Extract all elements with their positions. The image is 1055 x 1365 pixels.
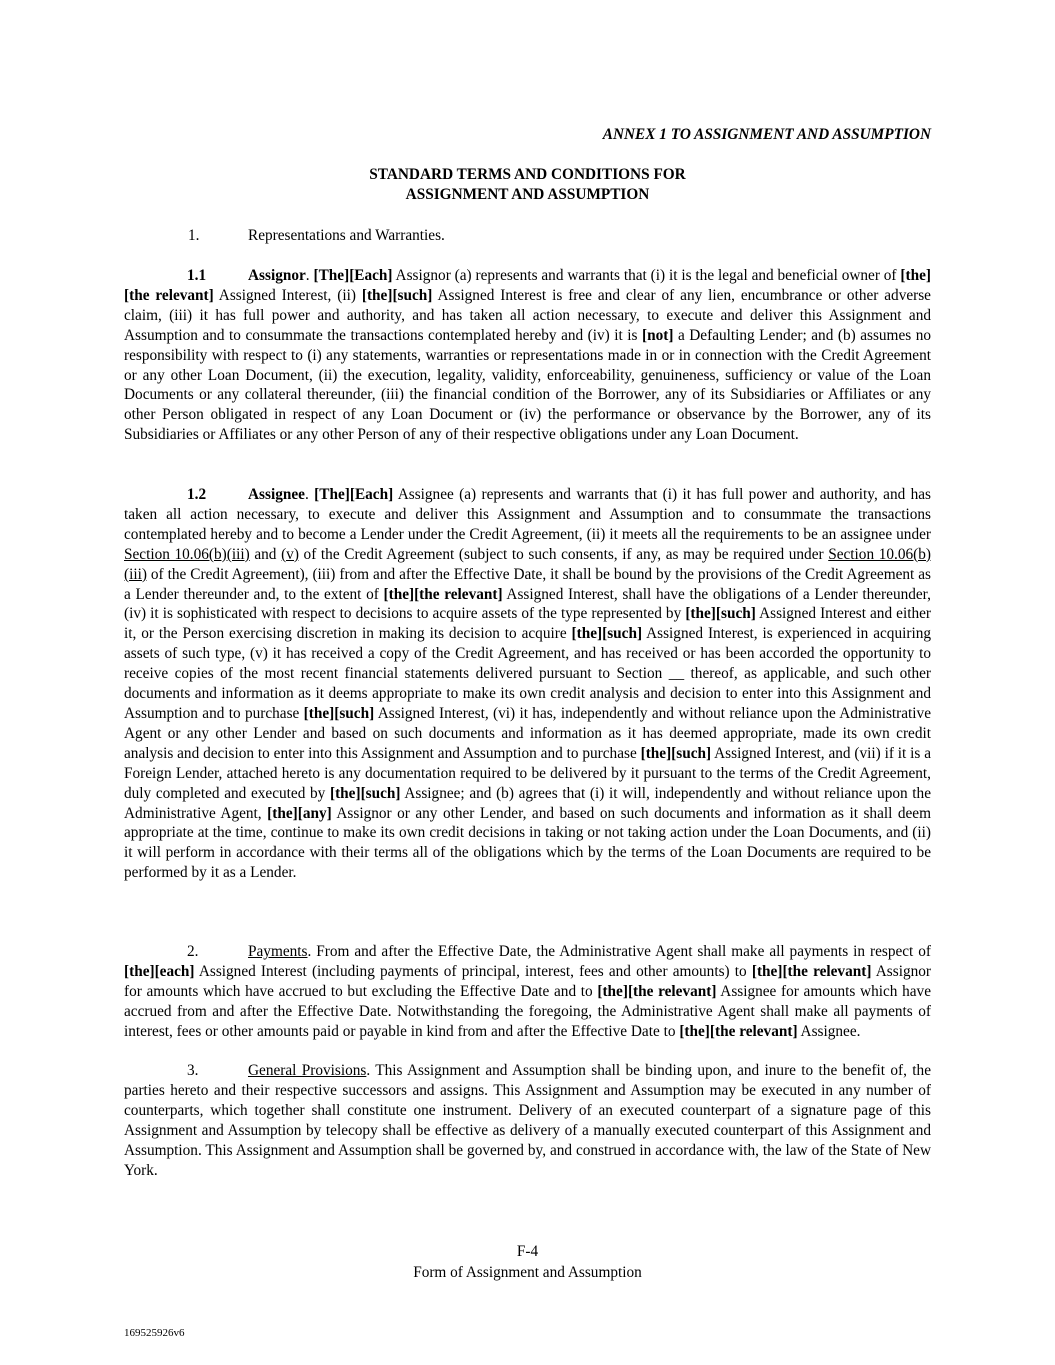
bracket-option: [the][each] bbox=[124, 962, 195, 980]
section-1-1-assignor bbox=[124, 266, 931, 445]
bracket-option: [not] bbox=[642, 326, 674, 344]
text-run: Assignee. bbox=[797, 1022, 861, 1040]
bracket-option: [The][Each] bbox=[314, 486, 394, 503]
section-1-2-assignee bbox=[124, 485, 931, 883]
text-run: Assigned Interest, and (vii) if it is a Foreign Lender, attached hereto is any documentation required to be delivered by it pursuant to the terms of the Credit Agreement, duly completed and executed by bbox=[124, 744, 932, 802]
text-run: of the Credit Agreement (subject to such consents, if any, as may be required under bbox=[298, 545, 829, 563]
text-run: Assigned Interest, (ii) bbox=[213, 286, 362, 304]
section-1-title: Representations and Warranties. bbox=[248, 227, 445, 244]
title-line-1: STANDARD TERMS AND CONDITIONS FOR bbox=[369, 166, 686, 183]
section-2-heading: Payments bbox=[248, 943, 308, 960]
bracket-option: [the][such] bbox=[571, 625, 643, 643]
page-number: F-4 bbox=[516, 1243, 539, 1260]
bracket-option: [the][such] bbox=[303, 704, 375, 722]
document-title bbox=[124, 165, 931, 205]
page-footer bbox=[124, 1241, 931, 1283]
section-3-general-provisions bbox=[124, 1061, 931, 1180]
bracket-option: [The][Each] bbox=[313, 267, 393, 284]
section-2-number: 2. bbox=[187, 943, 199, 960]
section-3-number: 3. bbox=[187, 1062, 199, 1079]
bracket-option: [the][the relevant] bbox=[597, 982, 717, 1000]
section-1-1-heading: Assignor bbox=[248, 267, 306, 284]
footer-form-title: Form of Assignment and Assumption bbox=[413, 1264, 642, 1281]
section-1-2-number: 1.2 bbox=[187, 486, 207, 503]
section-1-heading bbox=[188, 226, 445, 246]
text-run: of the Credit Agreement), (iii) from and after the Effective Date, it shall be bound by the provisions of the Credit Agreement as a Lender thereunder and, to the extent of bbox=[124, 565, 931, 603]
text-run: Assignee for amounts which have accrued from and after the Effective Date. Notwithstanding the foregoing, the Administrative Agent shall make all payments of interest, fees or other amounts paid or payable in kind from and after the Effective Date to bbox=[124, 982, 931, 1040]
text-run: a Defaulting Lender; and (b) assumes no responsibility with respect to (i) any statements, warranties or representations made in or in connection with the Credit Agreement or any other Loan Document, (ii) the execution, legality, validity, enforceability, genuineness, sufficiency or value of the Loan Documents or any collateral thereunder, (iii) the financial condition of the Borrower, any of its Subsidiaries or Affiliates or any other Person obligated in respect of any Loan Document or (iv) the performance or observance by the Borrower, any of its Subsidiaries or Affiliates or any other Person of any of their respective obligations under any Loan Document. bbox=[124, 326, 931, 444]
text-run: . bbox=[305, 267, 314, 284]
text-run: Assigned Interest, shall have the obligations of a Lender thereunder, (iv) it is sophisticated with respect to decisions to acquire assets of the type represented by bbox=[124, 585, 931, 623]
text-run: and bbox=[249, 545, 282, 563]
text-run: Assigned Interest and either it, or the Person exercising discretion in making its decision to acquire bbox=[124, 605, 932, 643]
text-run: Assignor (a) represents and warrants that (i) it is the legal and beneficial owner of bbox=[392, 267, 901, 284]
bracket-option: [the][such] bbox=[640, 744, 712, 762]
bracket-option: [the][the relevant] bbox=[124, 267, 931, 304]
text-run: . This Assignment and Assumption shall be binding upon, and inure to the benefit of, the parties hereto and their respective successors and assigns. This Assignment and Assumption may be executed in any number of counterparts, which together shall constitute one instrument. Delivery of an executed counterpart of a signature page of this Assignment and Assumption by telecopy shall be effective as delivery of a manually executed counterpart of this Assignment and Assumption. This Assignment and Assumption shall be governed by, and construed in accordance with, the law of the State of New York. bbox=[124, 1062, 931, 1179]
text-run: . bbox=[304, 486, 315, 503]
bracket-option: [the][such] bbox=[685, 605, 756, 623]
section-3-heading: General Provisions bbox=[248, 1062, 367, 1079]
section-1-number: 1. bbox=[188, 227, 200, 244]
title-line-2: ASSIGNMENT AND ASSUMPTION bbox=[405, 186, 650, 203]
text-run: Assignee; and (b) agrees that (i) it will, independently and without reliance upon the Administrative Agent, bbox=[124, 784, 931, 822]
annex-header: ANNEX 1 TO ASSIGNMENT AND ASSUMPTION bbox=[602, 126, 931, 143]
text-run: Assignor or any other Lender, and based on such documents and information as it shall deem appropriate at the time, continue to make its own credit decisions in taking or not taking action under the Loan Documents, and (ii) it will perform in accordance with their terms all of the obligations which by the terms of the Loan Documents are required to be performed by it as a Lender. bbox=[124, 804, 931, 882]
bracket-option: [the][the relevant] bbox=[751, 962, 872, 980]
text-run: Assigned Interest, (vi) it has, independently and without reliance upon the Administrative Agent or any other Lender and based on such documents and information as it has deemed appropriate, made its own credit analysis and decision to enter into this Assignment and Assumption and to purchase bbox=[124, 704, 931, 762]
text-run: Assigned Interest, is experienced in acquiring assets of such type, (v) it has received a copy of the Credit Agreement, and has received or has been accorded the opportunity to receive copies of the most recent financial statements delivered pursuant to Section __ thereof, as applicable, and such other documents and information as it deems appropriate to make its own credit analysis and decision to enter into this Assignment and Assumption and to purchase bbox=[124, 625, 931, 722]
bracket-option: [the][such] bbox=[329, 784, 401, 802]
bracket-option: [the][any] bbox=[267, 804, 332, 822]
text-run: Assigned Interest (including payments of principal, interest, fees and other amounts) to bbox=[194, 962, 752, 980]
section-reference: (v) bbox=[281, 545, 299, 563]
text-run: Assignor for amounts which have accrued to but excluding the Effective Date and to bbox=[124, 962, 931, 1000]
bracket-option: [the][the relevant] bbox=[383, 585, 503, 603]
text-run: Assigned Interest is free and clear of any lien, encumbrance or other adverse claim, (iii) it has full power and authority, and has taken all action necessary, to execute and deliver this Assignment and Assumption and to consummate the transactions contemplated hereby and (iv) it is bbox=[124, 286, 931, 344]
bracket-option: [the][the relevant] bbox=[679, 1022, 798, 1040]
section-2-payments bbox=[124, 942, 931, 1042]
section-1-2-heading: Assignee bbox=[248, 486, 305, 503]
text-run: . From and after the Effective Date, the Administrative Agent shall make all payments in respect of bbox=[307, 943, 931, 960]
section-reference: Section 10.06(b)(iii) bbox=[124, 545, 250, 563]
document-id: 169525926v6 bbox=[124, 1327, 185, 1339]
section-1-1-number: 1.1 bbox=[187, 267, 207, 284]
text-run: Assignee (a) represents and warrants that (i) it has full power and authority, and has taken all action necessary, to execute and deliver this Assignment and Assumption and to consummate the transactions contemplated hereby and to become a Lender under the Credit Agreement, (ii) it meets all the requirements to be an assignee under bbox=[124, 486, 931, 543]
bracket-option: [the][such] bbox=[361, 286, 433, 304]
section-reference: Section 10.06(b)(iii) bbox=[124, 545, 931, 583]
